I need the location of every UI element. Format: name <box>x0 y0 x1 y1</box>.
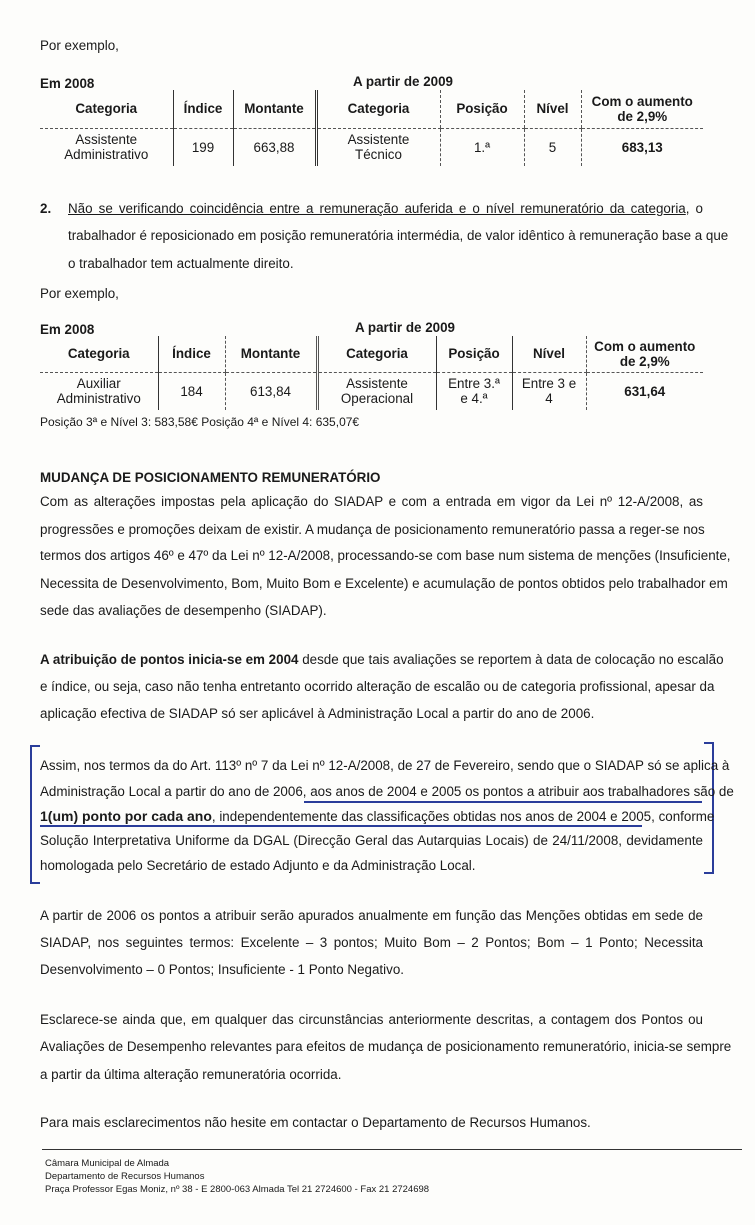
header-posicao: Posição <box>440 90 524 128</box>
paragraph-2-line1: A atribuição de pontos inicia-se em 2004 desde que tais avaliações se reportem à data de colocação no escalão <box>40 652 724 667</box>
cell-categoria-2009: Assistente Operacional <box>317 372 436 410</box>
paragraph-5-line: Esclarece-se ainda que, em qualquer das circunstâncias anteriormente descritas, a contagem dos Pontos ou <box>40 1012 703 1027</box>
footer-department: Departamento de Recursos Humanos <box>45 1171 205 1182</box>
header-indice: Índice <box>158 336 225 372</box>
example-label-2: Por exemplo, <box>40 286 119 301</box>
cell-aumento: 631,64 <box>586 372 703 410</box>
table-2008-example-2 <box>40 336 703 410</box>
pen-underline-2 <box>40 825 642 827</box>
paragraph-2-line2: e índice, ou seja, caso não tenha entretanto ocorrido alteração de escalão ou de categoria profissional, apesar da <box>40 679 715 694</box>
cell-categoria: Auxiliar Administrativo <box>56 376 141 407</box>
paragraph-4-line: Desenvolvimento – 0 Pontos; Insuficiente - 1 Ponto Negativo. <box>40 962 404 977</box>
header-posicao: Posição <box>436 336 512 372</box>
table2-left-title: Em 2008 <box>40 322 95 337</box>
header-categoria-2009: Categoria <box>317 336 436 372</box>
paragraph-1-line: progressões e promoções deixam de existir. A mudança de posicionamento remuneratório passa a reger-se nos <box>40 522 705 537</box>
header-categoria: Categoria <box>40 336 158 372</box>
header-indice: Índice <box>173 90 233 128</box>
section-heading: MUDANÇA DE POSICIONAMENTO REMUNERATÓRIO <box>40 470 381 485</box>
cell-categoria-2009: Assistente Técnico <box>316 128 440 166</box>
item2-line3: o trabalhador tem actualmente direito. <box>68 256 294 271</box>
header-categoria-2009: Categoria <box>316 90 440 128</box>
paragraph-1-line: Com as alterações impostas pela aplicação do SIADAP e com a entrada em vigor da Lei nº 12-A/2008, as <box>40 494 703 509</box>
paragraph-3-line5: homologada pelo Secretário de estado Adjunto e da Administração Local. <box>40 858 476 873</box>
paragraph-2-line3: aplicação efectiva de SIADAP só ser aplicável à Administração Local a partir do ano de 2006. <box>40 706 595 721</box>
paragraph-3-line4: Solução Interpretativa Uniforme da DGAL (Direcção Geral das Autarquias Locais) de 24/11/2008, devidamente <box>40 833 703 848</box>
footer-rule <box>42 1149 742 1150</box>
position-note: Posição 3ª e Nível 3: 583,58€ Posição 4ª e Nível 4: 635,07€ <box>40 415 360 429</box>
cell-montante: 613,84 <box>225 372 317 410</box>
cell-nivel: 5 <box>524 128 581 166</box>
cell-indice: 184 <box>158 372 225 410</box>
table-2008-example-1 <box>40 90 703 166</box>
table1-right-title: A partir de 2009 <box>353 74 453 89</box>
pen-underline-1 <box>304 801 702 803</box>
header-categoria: Categoria <box>40 90 173 128</box>
item2-line1: Não se verificando coincidência entre a remuneração auferida e o nível remuneratório da categoria, o <box>68 201 703 216</box>
item-number: 2. <box>40 201 52 216</box>
cell-categoria: Assistente Administrativo <box>64 132 149 163</box>
example-label-1: Por exemplo, <box>40 38 119 53</box>
paragraph-5-line: Avaliações de Desempenho relevantes para efeitos de mudança de posicionamento remuneratório, inicia-se sempre <box>40 1039 732 1054</box>
footer-address: Praça Professor Egas Moniz, nº 38 - E 2800-063 Almada Tel 21 2724600 - Fax 21 2724698 <box>45 1184 430 1195</box>
cell-posicao: 1.ª <box>440 128 524 166</box>
paragraph-1-line: Necessita de Desenvolvimento, Bom, Muito Bom e Excelente) e acumulação de pontos obtidos pelo trabalhador em <box>40 576 728 591</box>
header-aumento: Com o aumento de 2,9% <box>586 336 703 372</box>
table2-right-title: A partir de 2009 <box>355 320 455 335</box>
footer-institution: Câmara Municipal de Almada <box>45 1158 170 1169</box>
header-montante: Montante <box>225 336 317 372</box>
header-nivel: Nível <box>512 336 586 372</box>
pen-bracket-left <box>30 745 40 884</box>
header-montante: Montante <box>233 90 316 128</box>
cell-montante: 663,88 <box>233 128 316 166</box>
cell-nivel: Entre 3 e 4 <box>512 372 586 410</box>
header-nivel: Nível <box>524 90 581 128</box>
paragraph-1-line: sede das avaliações de desempenho (SIADAP). <box>40 603 327 618</box>
contact-paragraph: Para mais esclarecimentos não hesite em contactar o Departamento de Recursos Humanos. <box>40 1115 591 1130</box>
table1-left-title: Em 2008 <box>40 76 95 91</box>
paragraph-3-line2: Administração Local a partir do ano de 2006, aos anos de 2004 e 2005 os pontos a atribuir aos trabalhadores são de <box>40 784 734 799</box>
cell-posicao: Entre 3.ª e 4.ª <box>436 372 512 410</box>
paragraph-5-line: a partir da última alteração remuneratória ocorrida. <box>40 1067 342 1082</box>
paragraph-4-line: A partir de 2006 os pontos a atribuir serão apurados anualmente em função das Menções obtidas em sede de <box>40 908 703 923</box>
paragraph-4-line: SIADAP, nos seguintes termos: Excelente – 3 pontos; Muito Bom – 2 Pontos; Bom – 1 Ponto; Necessita <box>40 935 703 950</box>
paragraph-3-line3: 1(um) ponto por cada ano, independentemente das classificações obtidas nos anos de 2004 e 2005, conforme <box>40 808 715 824</box>
header-aumento: Com o aumento de 2,9% <box>581 90 703 128</box>
paragraph-1-line: termos dos artigos 46º e 47º da Lei nº 12-A/2008, processando-se com base num sistema de menções (Insuficiente, <box>40 548 731 563</box>
cell-aumento: 683,13 <box>581 128 703 166</box>
paragraph-3-line1: Assim, nos termos da do Art. 113º nº 7 da Lei nº 12-A/2008, de 27 de Fevereiro, sendo que o SIADAP só se aplica à <box>40 758 730 773</box>
item2-line2: trabalhador é reposicionado em posição remuneratória intermédia, de valor idêntico à remuneração base a que <box>68 228 729 243</box>
cell-indice: 199 <box>173 128 233 166</box>
